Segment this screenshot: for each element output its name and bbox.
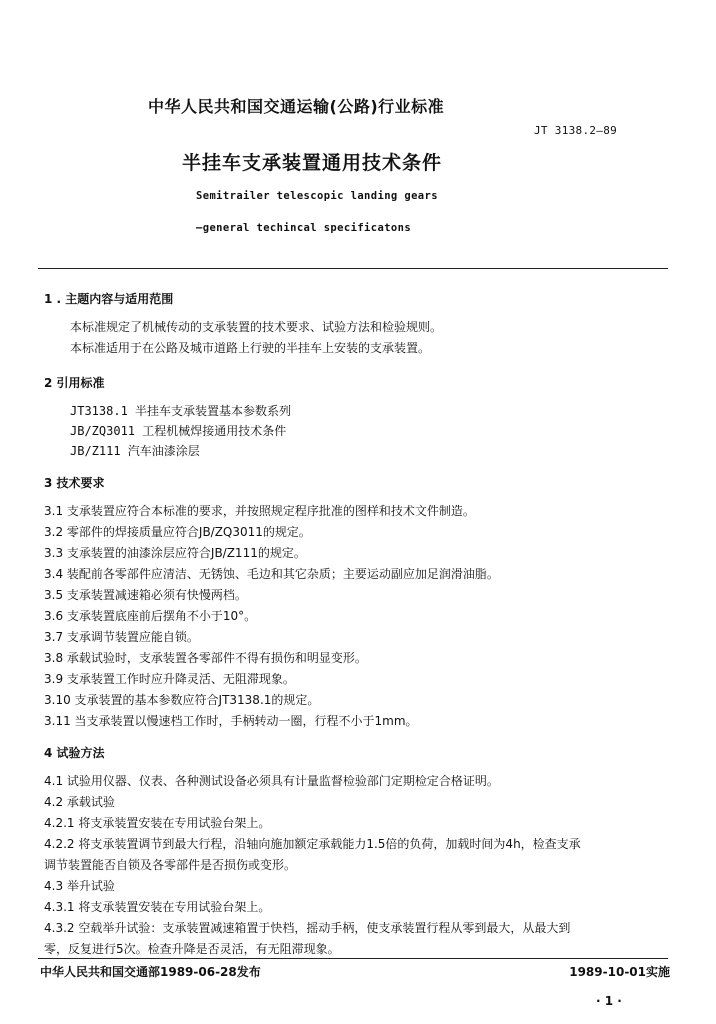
test-method-line: 4.1 试验用仪器、仪表、各种测试设备必须具有计量监督检验部门定期检定合格证明。 [44,774,499,788]
requirement-item: 3.9 支承装置工作时应升降灵活、无阻滞现象。 [44,672,295,686]
top-divider [38,268,668,269]
english-title-line1: Semitrailer telescopic landing gears [196,190,438,202]
requirement-item: 3.7 支承调节装置应能自锁。 [44,630,199,644]
requirement-item: 3.1 支承装置应符合本标准的要求，并按照规定程序批准的图样和技术文件制造。 [44,504,475,518]
test-method-line: 4.3 举升试验 [44,879,115,893]
test-method-line: 4.3.1 将支承装置安装在专用试验台架上。 [44,900,271,914]
english-title-line2: —general techincal specificatons [196,222,412,234]
requirement-item: 3.4 装配前各零部件应清洁、无锈蚀、毛边和其它杂质；主要运动副应加足润滑油脂。 [44,567,499,581]
section4-heading: 4 试验方法 [44,746,105,760]
test-method-line: 调节装置能否自锁及各零部件是否损伤或变形。 [44,858,297,872]
test-method-line: 零，反复进行5次。检查升降是否灵活，有无阻滞现象。 [44,942,340,956]
requirement-item: 3.11 当支承装置以慢速档工作时，手柄转动一圈，行程不小于1mm。 [44,714,418,728]
test-method-line: 4.2.2 将支承装置调节到最大行程，沿轴向施加额定承载能力1.5倍的负荷，加载时间为4h，检查支承 [44,837,581,851]
effective-date: 1989-10-01实施 [569,965,670,979]
requirement-item: 3.5 支承装置减速箱必须有快慢两档。 [44,588,247,602]
requirement-item: 3.6 支承装置底座前后摆角不小于10°。 [44,609,257,623]
section1-para: 本标准规定了机械传动的支承装置的技术要求、试验方法和检验规则。 [70,320,443,334]
reference-item: JB/ZQ3011 工程机械焊接通用技术条件 [70,424,287,438]
reference-item: JB/Z111 汽车油漆涂层 [70,444,200,458]
reference-item: JT3138.1 半挂车支承装置基本参数系列 [70,404,292,418]
section2-heading: 2 引用标准 [44,376,105,390]
requirement-item: 3.3 支承装置的油漆涂层应符合JB/Z111的规定。 [44,546,306,560]
page-number: · 1 · [596,994,622,1008]
test-method-line: 4.3.2 空载举升试验：支承装置减速箱置于快档，摇动手柄，使支承装置行程从零到最大，从最大到 [44,921,571,935]
standard-number: JT 3138.2—89 [534,124,618,137]
publisher-title: 中华人民共和国交通运输(公路)行业标准 [148,97,445,116]
test-method-line: 4.2.1 将支承装置安装在专用试验台架上。 [44,816,271,830]
section1-heading: 1 . 主题内容与适用范围 [44,292,174,306]
bottom-divider [38,958,668,959]
requirement-item: 3.8 承载试验时，支承装置各零部件不得有损伤和明显变形。 [44,651,367,665]
requirement-item: 3.10 支承装置的基本参数应符合JT3138.1的规定。 [44,693,320,707]
section3-heading: 3 技术要求 [44,476,105,490]
issue-date: 中华人民共和国交通部1989-06-28发布 [40,965,261,979]
test-method-line: 4.2 承载试验 [44,795,115,809]
requirement-item: 3.2 零部件的焊接质量应符合JB/ZQ3011的规定。 [44,525,311,539]
section1-para: 本标准适用于在公路及城市道路上行驶的半挂车上安装的支承装置。 [70,341,431,355]
document-title: 半挂车支承装置通用技术条件 [182,152,443,174]
